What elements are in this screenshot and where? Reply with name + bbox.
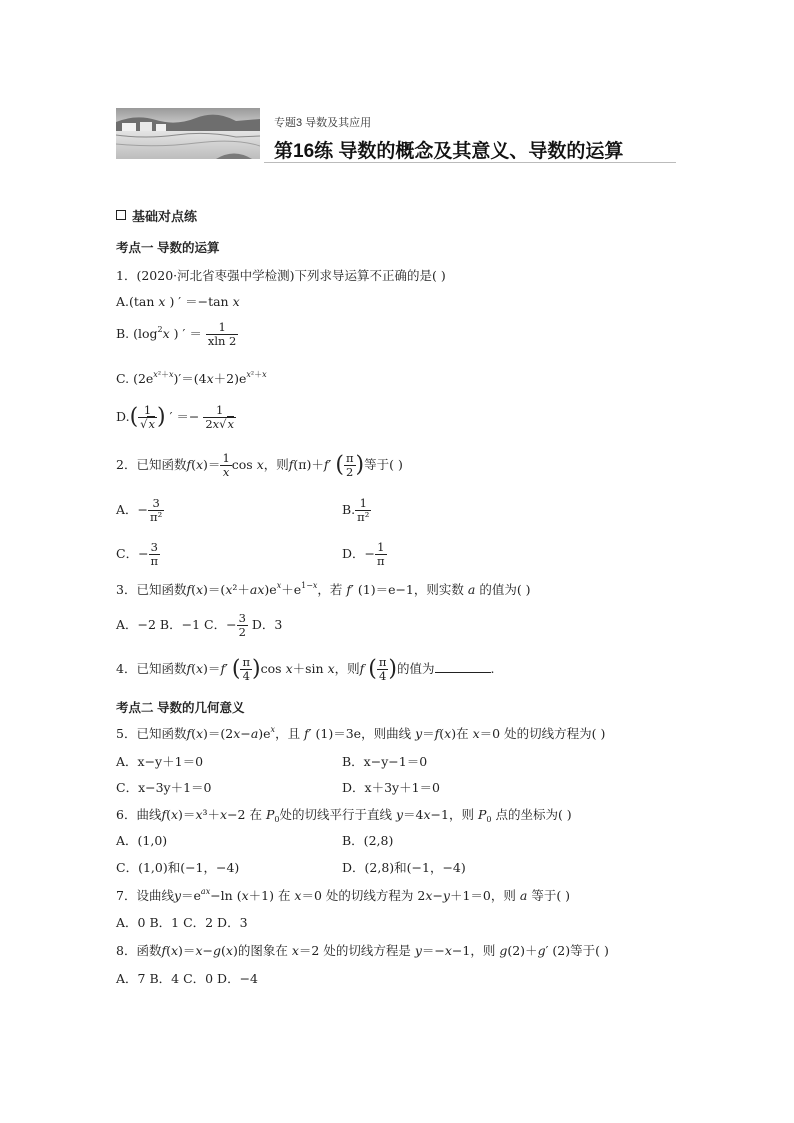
question-6-option-d: D．(2,8)和(−1，−4) [342, 860, 466, 875]
page-title: 第16练 导数的概念及其意义、导数的运算 [274, 141, 624, 162]
question-1-option-c: C. $(2e^{x^2+x})'=(4x+2)e^{x^2+x}$ [116, 370, 267, 386]
checkbox-square-icon [116, 210, 126, 220]
question-2-option-d: D．− $\frac{1}{\pi}$ [342, 540, 385, 568]
question-7-stem: 7．设曲线$y=e^{ax}-\ln$ (x＋1) 在 x＝0 处的切线方程为 2x−y＋1＝0，则 a 等于( ) [116, 887, 571, 903]
question-1-option-d: D.( $\frac{1}{√x}$ ) ′ ＝− $\frac{1}{2x√x}$ [116, 403, 234, 431]
question-5-option-b: B．x−y−1＝0 [342, 754, 428, 769]
header-topic: 专题3 导数及其应用 [274, 117, 372, 129]
question-2-stem: 2．已知函数f(x)＝ $\frac{1}{x}$ cos x，则f(π)＋f′ ( $\frac{\pi}{2}$ )等于( ) [116, 451, 403, 479]
question-3-options: A．−2 B．−1 C．− $\frac{3}{2}$ D．3 [116, 611, 283, 639]
question-5-stem: 5．已知函数$f(x)=(2x-a)e^x$，且 f′ (1)＝3e，则曲线 y＝f(x)在 x＝0 处的切线方程为( ) [116, 725, 606, 741]
question-5-option-d: D．x＋3y＋1＝0 [342, 780, 440, 795]
question-8-options: A．7 B．4 C．0 D．−4 [116, 971, 259, 986]
question-5-option-a: A．x−y＋1＝0 [116, 754, 204, 769]
knowledge-point-2: 考点二 导数的几何意义 [116, 701, 245, 715]
question-2-option-b: B. $\frac{1}{\text{π²}}$ [342, 496, 370, 524]
question-4-stem: 4．已知函数f(x)＝f′ ( $\frac{\pi}{4}$ )cos x＋sin x，则f ( $\frac{\pi}{4}$ )的值为 . [116, 655, 495, 683]
landscape-photo-icon [116, 108, 260, 159]
question-1-option-b: B. ($\log^2x$ ) ′ ＝ $\frac{1}{xln 2}$ [116, 320, 237, 348]
header-divider [264, 162, 676, 163]
question-5-option-c: C．x−3y＋1＝0 [116, 780, 212, 795]
question-6-option-c: C．(1,0)和(−1，−4) [116, 860, 240, 875]
section-heading: 基础对点练 [116, 206, 197, 225]
question-1-stem: 1．(2020·河北省枣强中学检测)下列求导运算不正确的是( ) [116, 268, 446, 283]
answer-blank[interactable] [435, 660, 491, 673]
question-8-stem: 8．函数f(x)＝x−g(x)的图象在 x＝2 处的切线方程是 y＝−x−1，则 g(2)＋g′ (2)等于( ) [116, 943, 609, 958]
question-1-option-a: A.(tan x ) ′ ＝−tan x [116, 294, 240, 309]
question-3-stem: 3．已知函数$f(x)=(x^2+ax)e^x+e^{1-x}$，若 f′ (1)＝e−1，则实数 a 的值为( ) [116, 581, 531, 597]
question-7-options: A．0 B．1 C．2 D．3 [116, 915, 248, 930]
question-2-option-a: A．− $\frac{3}{\text{π²}}$ [116, 496, 163, 524]
question-6-stem: 6．曲线f(x)＝x³＋x−2 在 $P_0$处的切线平行于直线 y＝4x−1，则 $P_0$ 点的坐标为( ) [116, 807, 572, 824]
question-6-option-a: A．(1,0) [116, 833, 168, 848]
header-photo [116, 108, 260, 159]
knowledge-point-1: 考点一 导数的运算 [116, 241, 220, 255]
question-2-option-c: C．− $\frac{3}{\pi}$ [116, 540, 159, 568]
question-6-option-b: B．(2,8) [342, 833, 394, 848]
